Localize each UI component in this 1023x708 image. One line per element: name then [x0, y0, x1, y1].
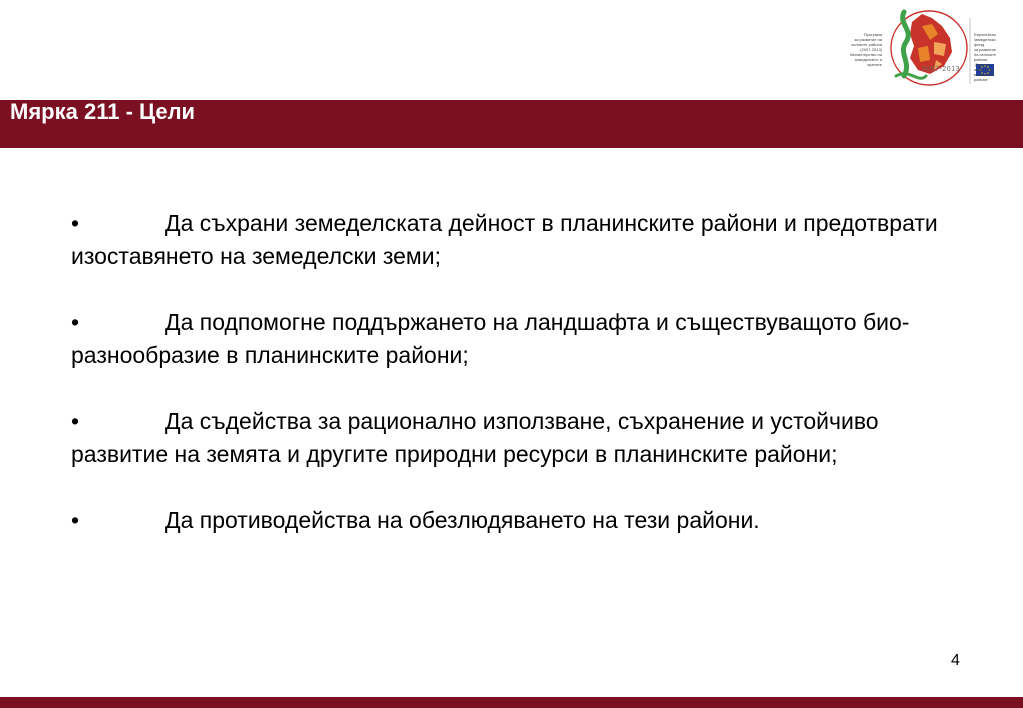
bullet-item	[71, 306, 961, 372]
page-number: 4	[951, 652, 960, 669]
bullet-marker: •	[71, 507, 80, 533]
logo-fund-text: Европейски земеделски фонд за развитие на селските райони „Европа инвестира в селските райони“	[974, 32, 997, 82]
bullet-item	[71, 405, 961, 471]
bullet-text: Да подпомогне поддържането на ландшафта и съществуващото био-разнообразие в планинските райони;	[71, 309, 910, 368]
bullet-list	[71, 207, 961, 537]
bullet-marker: •	[71, 309, 80, 335]
logo-years: 2007-2013	[922, 66, 960, 73]
logo-program-text: Програма за развитие на селските райони (2007-2013) Министерство на земеделието и храните	[850, 32, 882, 67]
bullet-text: Да противодейства на обезлюдяването на тези райони.	[165, 507, 760, 533]
bullet-text: Да съхрани земеделската дейност в планинските райони и предотврати изоставянето на земеделски земи;	[71, 210, 938, 269]
bullet-marker: •	[71, 408, 80, 434]
program-logo	[826, 4, 1004, 92]
bullet-item	[71, 207, 961, 273]
bullet-item	[71, 504, 961, 537]
slide-title: Мярка 211 - Цели	[10, 99, 196, 124]
bullet-marker: •	[71, 210, 80, 236]
bullet-text: Да съдейства за рационално използване, съхранение и устойчиво развитие на земята и другите природни ресурси в планинските райони;	[71, 408, 879, 467]
footer-bar	[0, 697, 1023, 708]
